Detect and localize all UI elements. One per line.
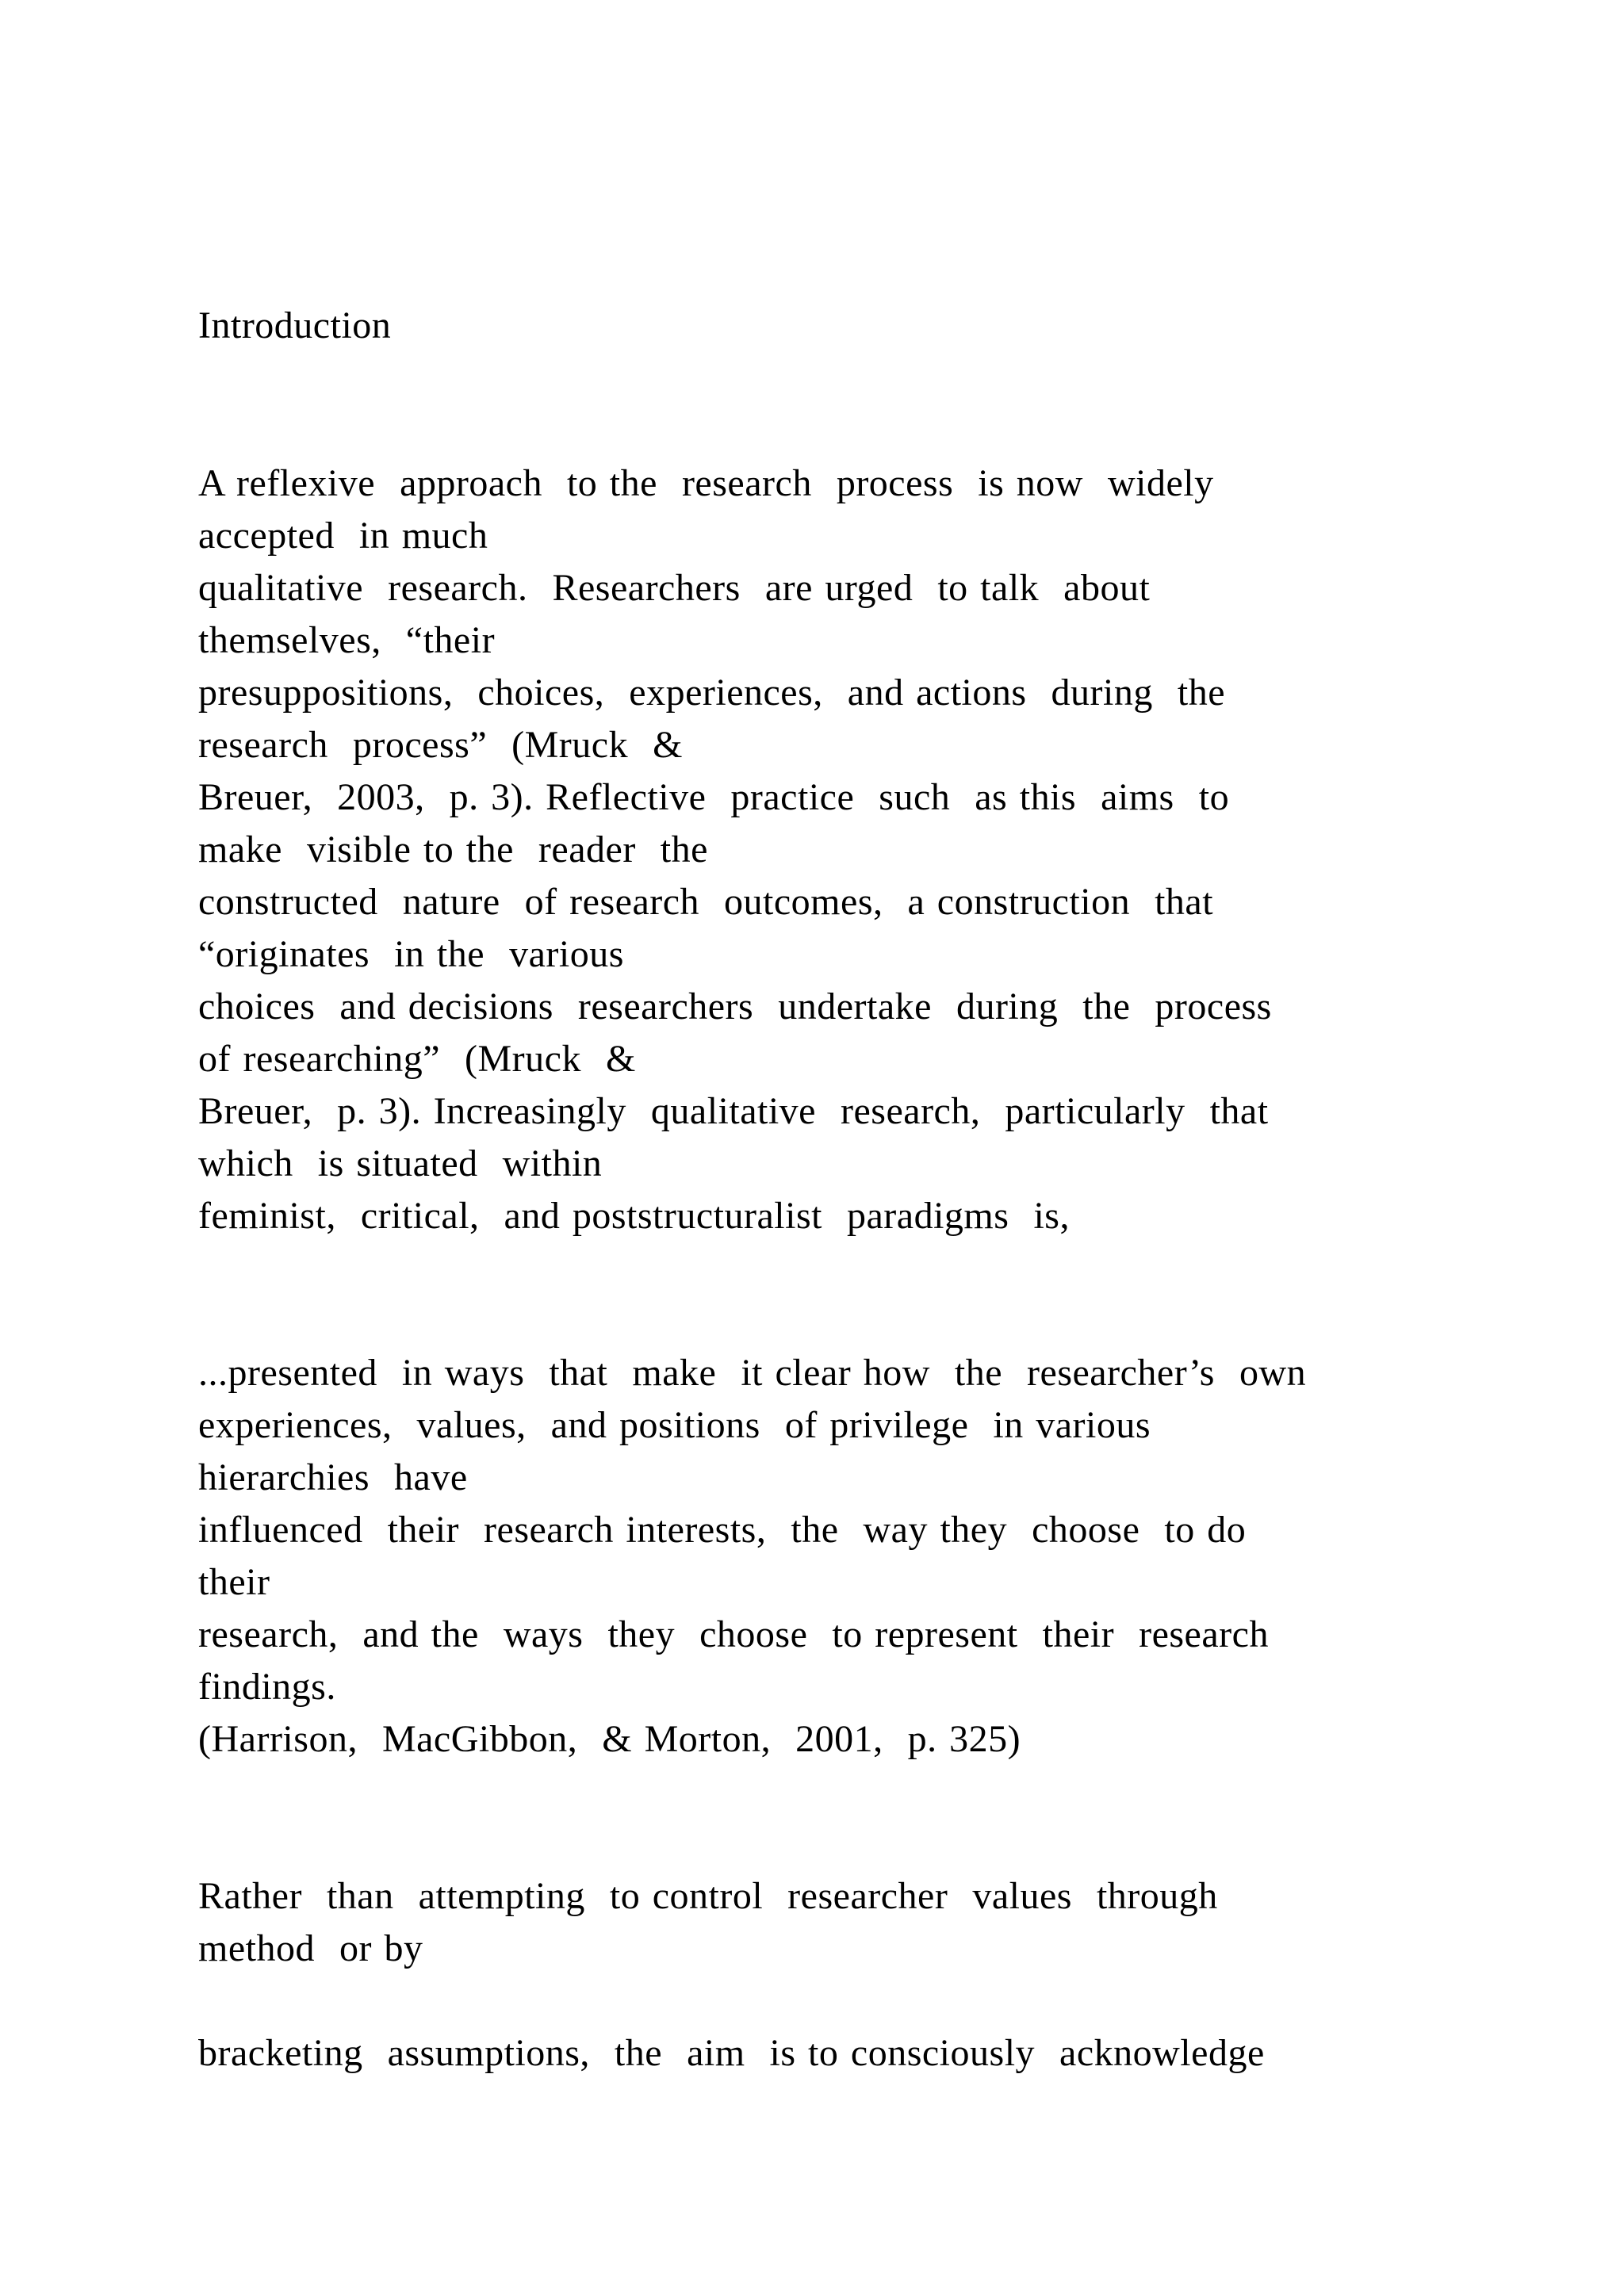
quote-line: ...presented in ways that make it clear how the researcher’s own bbox=[198, 1352, 1307, 1394]
quote-line: hierarchies have bbox=[198, 1456, 468, 1498]
quote-citation: (Harrison, MacGibbon, & Morton, 2001, p. 325) bbox=[198, 1718, 1021, 1760]
text-line: research process” (Mruck & bbox=[198, 724, 683, 766]
quote-line: research, and the ways they choose to represent their research bbox=[198, 1613, 1269, 1655]
quote-line: influenced their research interests, the way they choose to do bbox=[198, 1509, 1247, 1551]
text-line: method or by bbox=[198, 1927, 423, 1969]
text-line: of researching” (Mruck & bbox=[198, 1038, 636, 1080]
text-line: A reflexive approach to the research process is now widely bbox=[198, 462, 1214, 504]
text-line: bracketing assumptions, the aim is to consciously acknowledge bbox=[198, 2032, 1265, 2074]
text-line: Breuer, p. 3). Increasingly qualitative research, particularly that bbox=[198, 1090, 1269, 1132]
text-line: feminist, critical, and poststructuralist paradigms is, bbox=[198, 1195, 1070, 1237]
text-line: qualitative research. Researchers are urged to talk about bbox=[198, 567, 1151, 609]
text-line: presuppositions, choices, experiences, and actions during the bbox=[198, 672, 1226, 714]
text-line: make visible to the reader the bbox=[198, 828, 708, 871]
text-line: themselves, “their bbox=[198, 619, 496, 661]
quote-line: experiences, values, and positions of privilege in various bbox=[198, 1404, 1151, 1446]
text-line: Breuer, 2003, p. 3). Reflective practice such as this aims to bbox=[198, 776, 1230, 818]
text-line: constructed nature of research outcomes, a construction that bbox=[198, 881, 1214, 923]
section-heading: Introduction bbox=[198, 304, 392, 346]
text-line: accepted in much bbox=[198, 515, 488, 557]
text-line: choices and decisions researchers undertake during the process bbox=[198, 985, 1272, 1027]
quote-line: their bbox=[198, 1561, 270, 1603]
text-line: Rather than attempting to control researcher values through bbox=[198, 1875, 1218, 1917]
quote-line: findings. bbox=[198, 1666, 336, 1708]
text-line: “originates in the various bbox=[198, 933, 624, 975]
text-line: which is situated within bbox=[198, 1142, 603, 1184]
